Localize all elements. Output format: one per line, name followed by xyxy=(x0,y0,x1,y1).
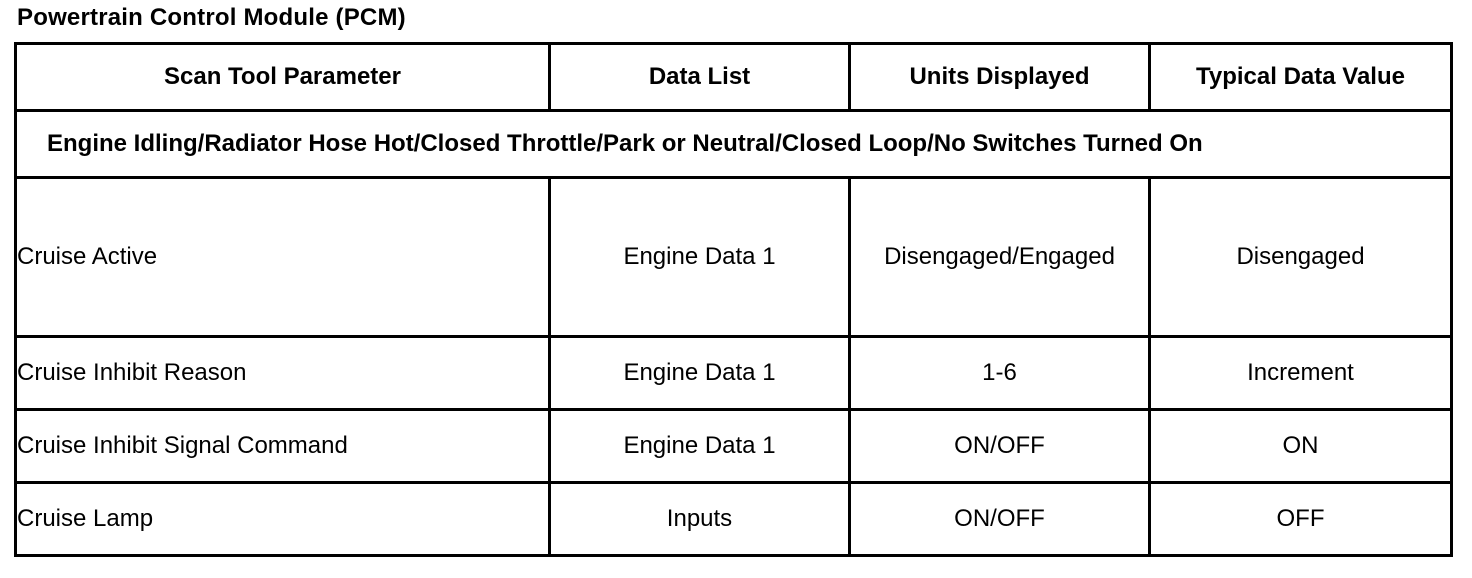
cell-data-list: Inputs xyxy=(550,483,850,556)
cell-typical-value: Disengaged xyxy=(1150,178,1452,337)
table-row xyxy=(16,483,1452,556)
cell-data-list: Engine Data 1 xyxy=(550,337,850,410)
table-row xyxy=(16,337,1452,410)
cell-units: 1-6 xyxy=(850,337,1150,410)
header-typical-data-value: Typical Data Value xyxy=(1150,44,1452,111)
table-row xyxy=(16,178,1452,337)
cell-data-list: Engine Data 1 xyxy=(550,410,850,483)
cell-parameter: Cruise Inhibit Reason xyxy=(16,337,550,410)
cell-typical-value: OFF xyxy=(1150,483,1452,556)
table-header-row xyxy=(16,44,1452,111)
cell-units: ON/OFF xyxy=(850,483,1150,556)
header-units-displayed: Units Displayed xyxy=(850,44,1150,111)
header-scan-tool-parameter: Scan Tool Parameter xyxy=(16,44,550,111)
cell-parameter: Cruise Inhibit Signal Command xyxy=(16,410,550,483)
operating-condition-row xyxy=(16,111,1452,178)
cell-units: Disengaged/Engaged xyxy=(850,178,1150,337)
cell-parameter: Cruise Lamp xyxy=(16,483,550,556)
scan-tool-data-table xyxy=(14,42,1453,557)
cell-units: ON/OFF xyxy=(850,410,1150,483)
cell-typical-value: Increment xyxy=(1150,337,1452,410)
header-data-list: Data List xyxy=(550,44,850,111)
operating-condition-text: Engine Idling/Radiator Hose Hot/Closed Throttle/Park or Neutral/Closed Loop/No Switches Turned On xyxy=(16,111,1452,178)
document-title: Powertrain Control Module (PCM) xyxy=(17,4,406,31)
table-row xyxy=(16,410,1452,483)
cell-typical-value: ON xyxy=(1150,410,1452,483)
cell-parameter: Cruise Active xyxy=(16,178,550,337)
cell-data-list: Engine Data 1 xyxy=(550,178,850,337)
